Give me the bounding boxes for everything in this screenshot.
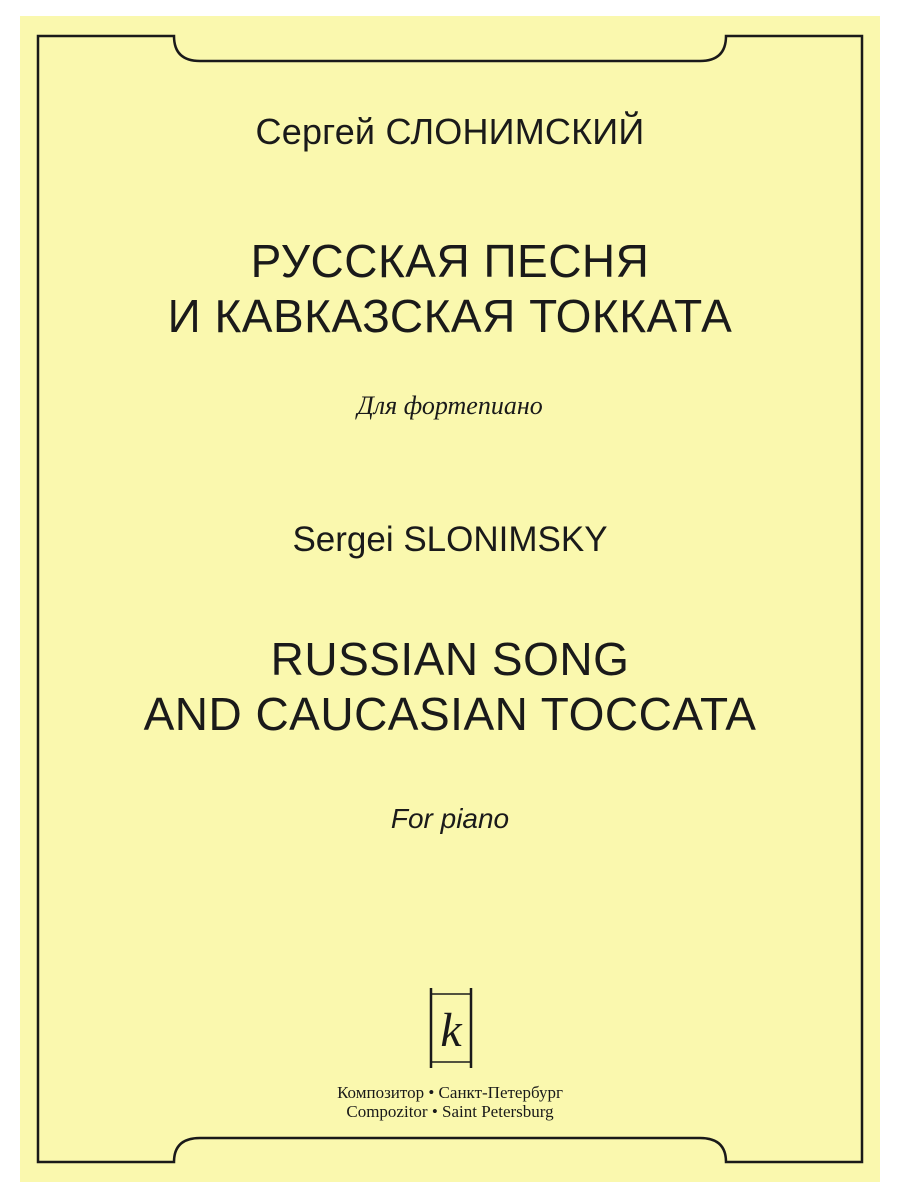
publisher-logo-icon: [425, 984, 477, 1072]
author-name-ru: Сергей СЛОНИМСКИЙ: [255, 111, 645, 152]
book-cover: [20, 16, 880, 1182]
publisher-en: Compozitor • Saint Petersburg: [346, 1102, 554, 1121]
title-ru-line-1: РУССКАЯ ПЕСНЯ: [250, 235, 650, 287]
author-name-en: Sergei SLONIMSKY: [292, 520, 608, 559]
title-en: [20, 632, 880, 742]
subtitle-en: For piano: [390, 803, 510, 834]
logo-letter: k: [440, 1004, 462, 1057]
publisher-ru: Композитор • Санкт-Петербург: [337, 1083, 563, 1102]
title-ru: [20, 234, 880, 344]
title-en-line-1: RUSSIAN SONG: [270, 633, 630, 685]
title-en-line-2: AND CAUCASIAN TOCCATA: [143, 688, 757, 740]
title-ru-line-2: И КАВКАЗСКАЯ ТОККАТА: [167, 290, 733, 342]
subtitle-ru: Для фортепиано: [357, 391, 543, 420]
